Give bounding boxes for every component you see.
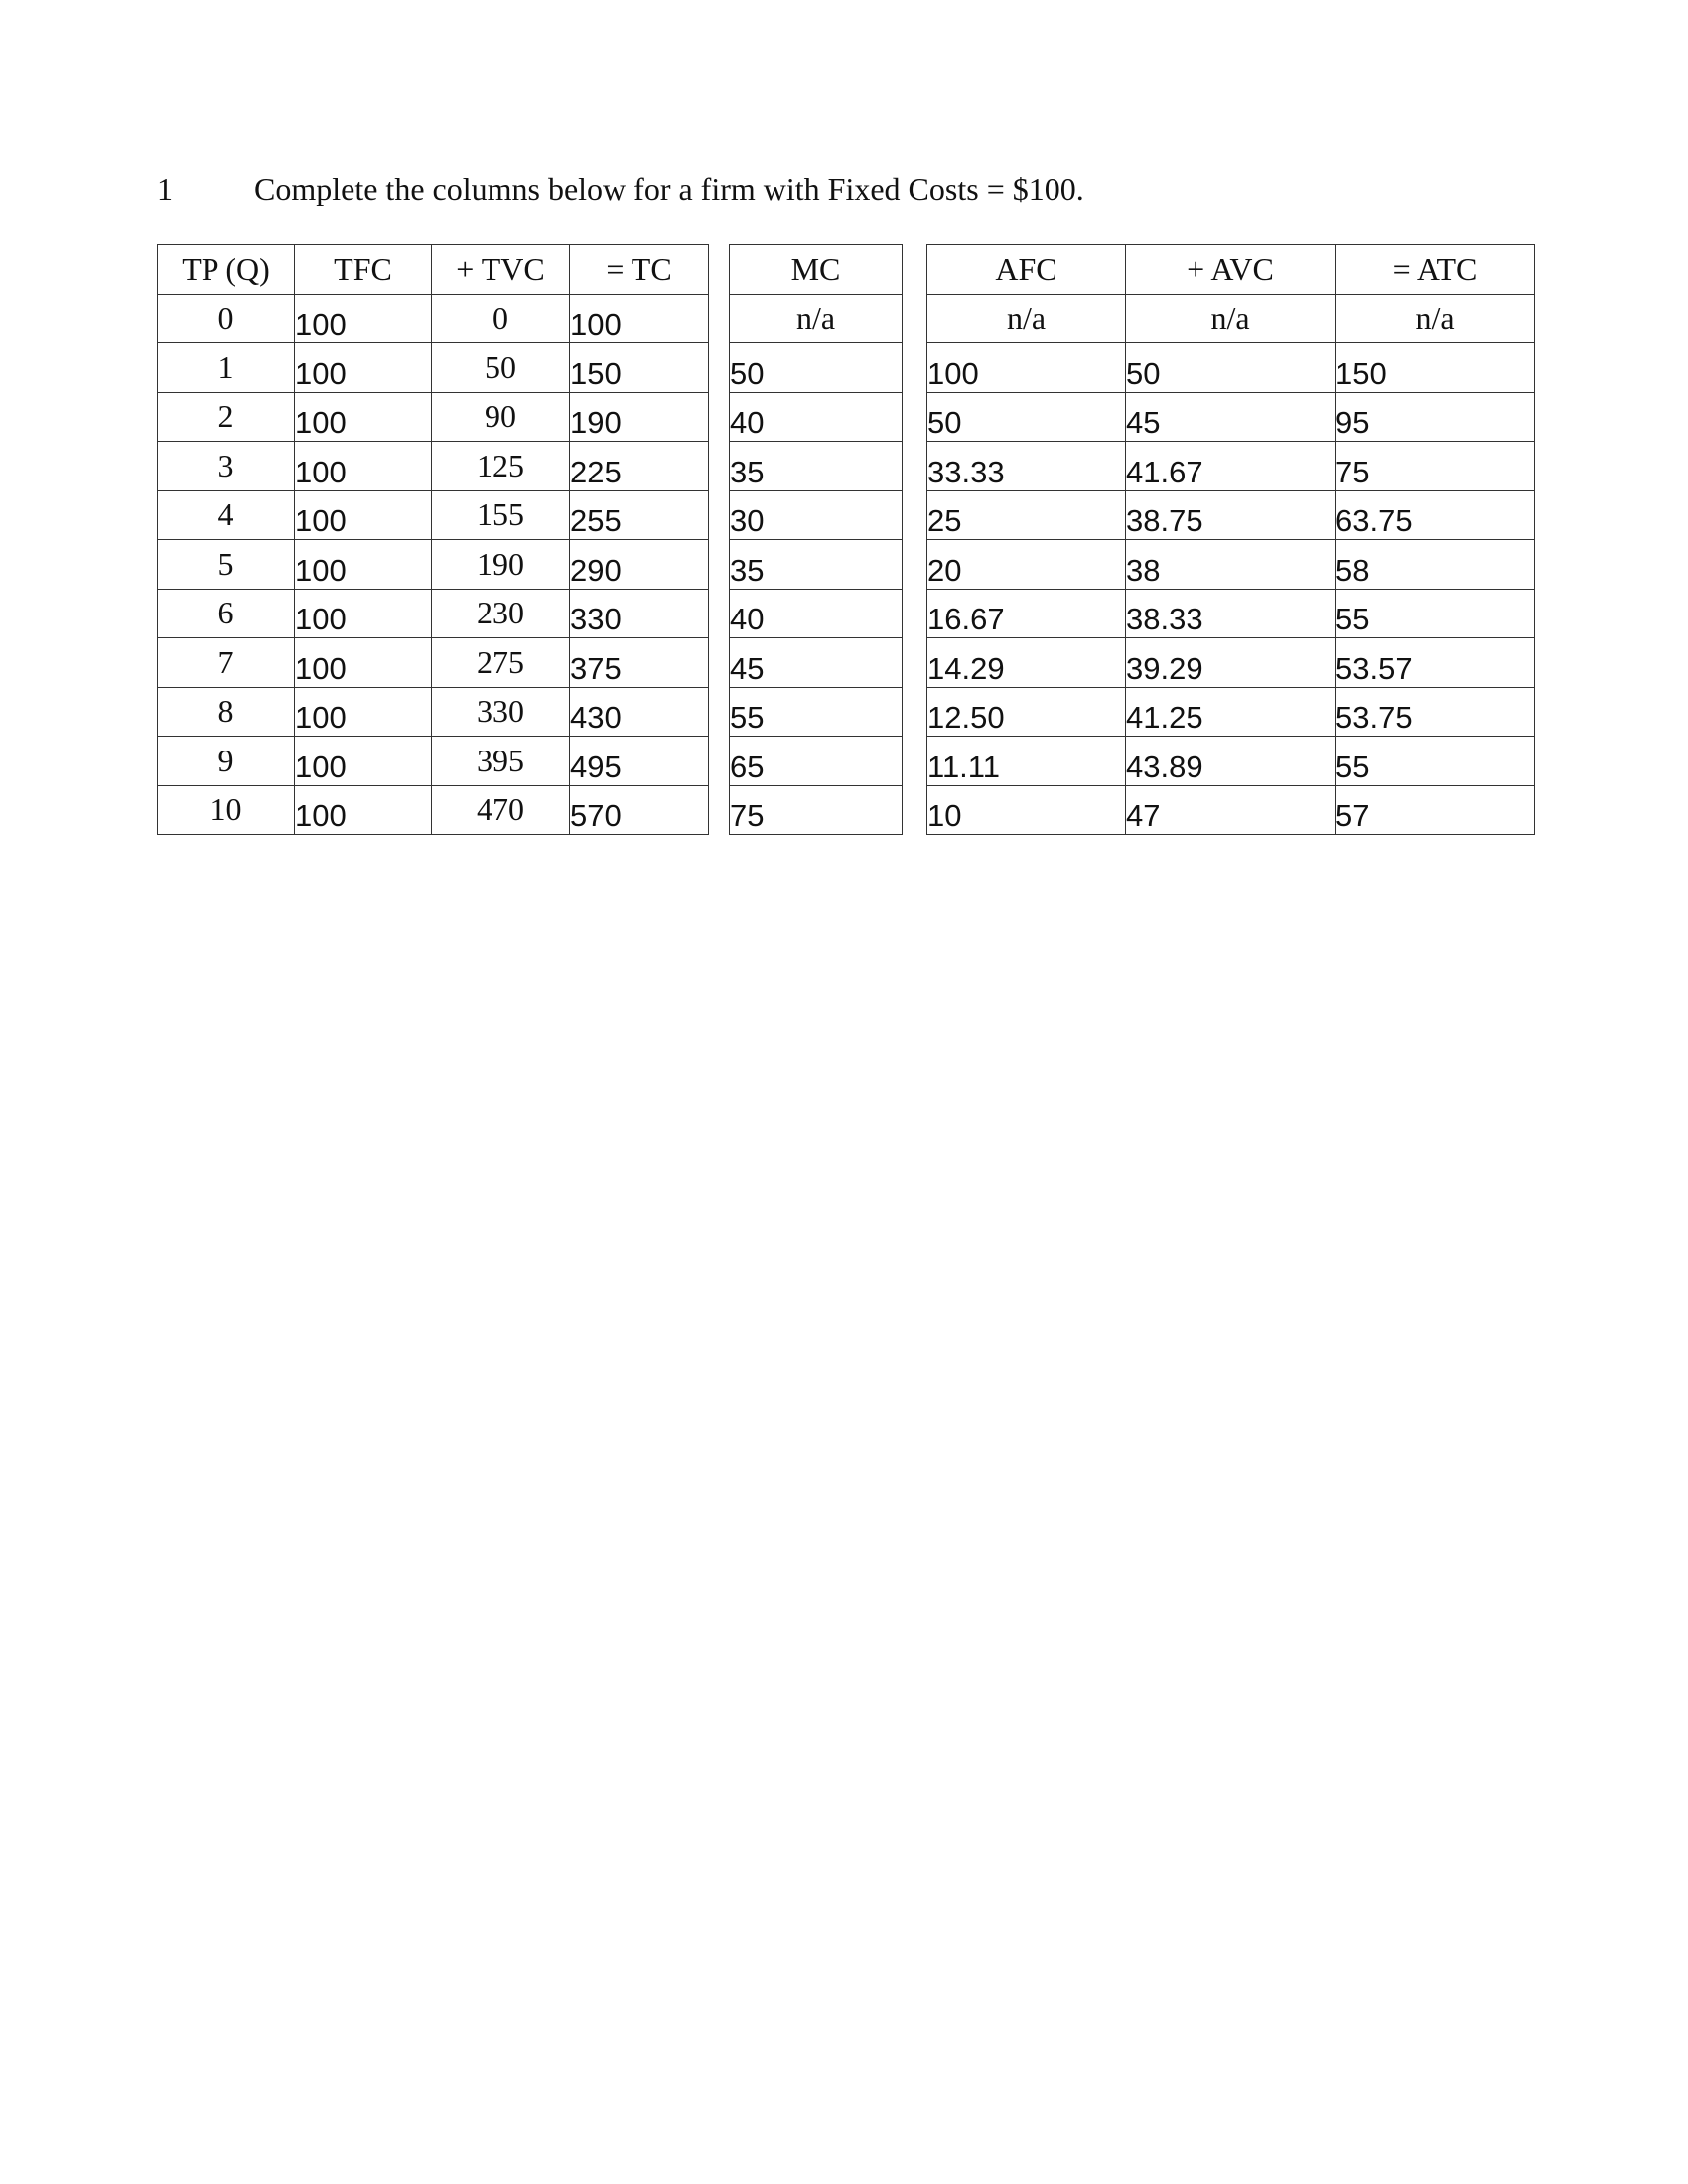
cell-mc: 35 xyxy=(730,442,903,491)
cell-afc: 33.33 xyxy=(927,442,1126,491)
header-row xyxy=(730,245,903,295)
table-row xyxy=(927,490,1535,540)
cell-avc: 38 xyxy=(1126,540,1336,590)
cell-tc: 255 xyxy=(570,490,709,540)
cell-tvc: 330 xyxy=(432,687,570,737)
column-header-avc: + AVC xyxy=(1126,245,1336,295)
table-row xyxy=(158,785,709,835)
table-row xyxy=(158,638,709,688)
cell-avc: 43.89 xyxy=(1126,737,1336,786)
cell-tfc: 100 xyxy=(295,294,432,343)
table-row xyxy=(927,785,1535,835)
cell-tp-q: 1 xyxy=(158,343,295,393)
table-row xyxy=(927,687,1535,737)
cell-afc: 20 xyxy=(927,540,1126,590)
cell-afc: 12.50 xyxy=(927,687,1126,737)
cell-tp-q: 7 xyxy=(158,638,295,688)
table-row xyxy=(158,294,709,343)
cell-mc: 65 xyxy=(730,737,903,786)
cell-tvc: 155 xyxy=(432,490,570,540)
cell-mc: 50 xyxy=(730,343,903,393)
cell-avc: 38.33 xyxy=(1126,589,1336,638)
cell-tvc: 50 xyxy=(432,343,570,393)
cell-tp-q: 2 xyxy=(158,392,295,442)
question-number: 1 xyxy=(157,171,173,206)
table-row xyxy=(927,540,1535,590)
cell-tfc: 100 xyxy=(295,442,432,491)
cell-tfc: 100 xyxy=(295,737,432,786)
cell-mc: 30 xyxy=(730,490,903,540)
cell-tp-q: 3 xyxy=(158,442,295,491)
cell-atc: 75 xyxy=(1336,442,1535,491)
cell-mc: 75 xyxy=(730,785,903,835)
cell-mc: 40 xyxy=(730,392,903,442)
cell-avc: 47 xyxy=(1126,785,1336,835)
average-cost-table xyxy=(926,244,1535,835)
column-header-afc: AFC xyxy=(927,245,1126,295)
cell-avc: 41.25 xyxy=(1126,687,1336,737)
cell-tfc: 100 xyxy=(295,638,432,688)
header-row xyxy=(158,245,709,295)
cell-atc: 150 xyxy=(1336,343,1535,393)
cell-atc: 53.57 xyxy=(1336,638,1535,688)
cell-tp-q: 6 xyxy=(158,589,295,638)
table-row xyxy=(158,540,709,590)
cell-tc: 495 xyxy=(570,737,709,786)
cell-afc: n/a xyxy=(927,294,1126,343)
cell-tvc: 470 xyxy=(432,785,570,835)
table-row xyxy=(927,294,1535,343)
cell-atc: 55 xyxy=(1336,737,1535,786)
cell-tvc: 0 xyxy=(432,294,570,343)
cell-tc: 570 xyxy=(570,785,709,835)
cell-afc: 100 xyxy=(927,343,1126,393)
column-header-tvc: + TVC xyxy=(432,245,570,295)
cell-atc: 57 xyxy=(1336,785,1535,835)
column-header-tp-q: TP (Q) xyxy=(158,245,295,295)
cell-atc: n/a xyxy=(1336,294,1535,343)
cell-afc: 10 xyxy=(927,785,1126,835)
table-row xyxy=(730,442,903,491)
header-row xyxy=(927,245,1535,295)
cell-afc: 50 xyxy=(927,392,1126,442)
cell-tvc: 190 xyxy=(432,540,570,590)
table-row xyxy=(730,294,903,343)
cell-atc: 53.75 xyxy=(1336,687,1535,737)
table-row xyxy=(730,343,903,393)
table-row xyxy=(158,392,709,442)
cell-tp-q: 8 xyxy=(158,687,295,737)
cell-tp-q: 10 xyxy=(158,785,295,835)
table-row xyxy=(927,343,1535,393)
cell-tfc: 100 xyxy=(295,392,432,442)
table-row xyxy=(730,589,903,638)
question-text: Complete the columns below for a firm with Fixed Costs = $100. xyxy=(254,171,1084,206)
cell-tc: 375 xyxy=(570,638,709,688)
cell-tfc: 100 xyxy=(295,490,432,540)
cell-avc: 38.75 xyxy=(1126,490,1336,540)
cell-avc: 41.67 xyxy=(1126,442,1336,491)
cell-tfc: 100 xyxy=(295,343,432,393)
column-header-tfc: TFC xyxy=(295,245,432,295)
cell-tp-q: 0 xyxy=(158,294,295,343)
cell-atc: 95 xyxy=(1336,392,1535,442)
cell-afc: 16.67 xyxy=(927,589,1126,638)
cell-avc: 39.29 xyxy=(1126,638,1336,688)
table-row xyxy=(730,490,903,540)
cell-tp-q: 9 xyxy=(158,737,295,786)
table-row xyxy=(927,737,1535,786)
question-prompt xyxy=(157,169,1084,208)
column-header-tc: = TC xyxy=(570,245,709,295)
cell-tfc: 100 xyxy=(295,687,432,737)
table-row xyxy=(158,490,709,540)
cell-tp-q: 4 xyxy=(158,490,295,540)
cell-tfc: 100 xyxy=(295,785,432,835)
cell-avc: n/a xyxy=(1126,294,1336,343)
column-header-atc: = ATC xyxy=(1336,245,1535,295)
cell-atc: 55 xyxy=(1336,589,1535,638)
cell-avc: 45 xyxy=(1126,392,1336,442)
cell-tvc: 230 xyxy=(432,589,570,638)
table-row xyxy=(158,442,709,491)
cell-tc: 290 xyxy=(570,540,709,590)
column-header-mc: MC xyxy=(730,245,903,295)
table-row xyxy=(158,737,709,786)
table-row xyxy=(927,589,1535,638)
table-row xyxy=(730,638,903,688)
cell-atc: 58 xyxy=(1336,540,1535,590)
cell-mc: 45 xyxy=(730,638,903,688)
cell-atc: 63.75 xyxy=(1336,490,1535,540)
cell-mc: 55 xyxy=(730,687,903,737)
table-row xyxy=(730,737,903,786)
cell-tc: 190 xyxy=(570,392,709,442)
table-row xyxy=(730,785,903,835)
cell-avc: 50 xyxy=(1126,343,1336,393)
table-row xyxy=(158,589,709,638)
cell-tp-q: 5 xyxy=(158,540,295,590)
cell-tc: 150 xyxy=(570,343,709,393)
cell-tfc: 100 xyxy=(295,589,432,638)
table-row xyxy=(927,392,1535,442)
cell-mc: 35 xyxy=(730,540,903,590)
cost-totals-table xyxy=(157,244,709,835)
table-row xyxy=(730,540,903,590)
cell-afc: 11.11 xyxy=(927,737,1126,786)
marginal-cost-table xyxy=(729,244,903,835)
table-row xyxy=(927,442,1535,491)
cell-tc: 100 xyxy=(570,294,709,343)
cell-tfc: 100 xyxy=(295,540,432,590)
cell-tc: 430 xyxy=(570,687,709,737)
table-row xyxy=(730,687,903,737)
cell-tc: 330 xyxy=(570,589,709,638)
cell-afc: 14.29 xyxy=(927,638,1126,688)
cell-tvc: 125 xyxy=(432,442,570,491)
table-row xyxy=(158,687,709,737)
cell-mc: 40 xyxy=(730,589,903,638)
table-row xyxy=(158,343,709,393)
cell-tvc: 275 xyxy=(432,638,570,688)
cell-afc: 25 xyxy=(927,490,1126,540)
table-row xyxy=(927,638,1535,688)
table-row xyxy=(730,392,903,442)
cell-tvc: 90 xyxy=(432,392,570,442)
cell-tvc: 395 xyxy=(432,737,570,786)
cell-tc: 225 xyxy=(570,442,709,491)
cell-mc: n/a xyxy=(730,294,903,343)
